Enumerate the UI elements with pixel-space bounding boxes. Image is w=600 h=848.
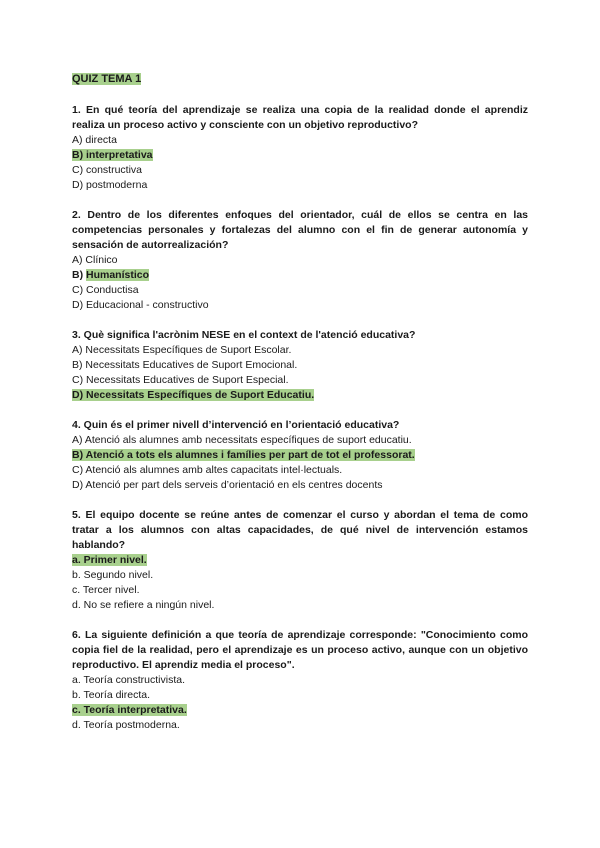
question-text: 3. Què significa l'acrònim NESE en el context de l'atenció educativa? bbox=[72, 329, 416, 341]
answer-option: C) Atenció als alumnes amb altes capacitats intel·lectuals. bbox=[72, 464, 343, 476]
correct-answer-option: B) interpretativa bbox=[72, 149, 153, 161]
question-2 bbox=[72, 208, 528, 313]
question-text: 4. Quin és el primer nivell d’intervenció en l’orientació educativa? bbox=[72, 419, 400, 431]
document-content bbox=[72, 72, 528, 748]
answer-option: C) Conductisa bbox=[72, 284, 139, 296]
question-text: 6. La siguiente definición a que teoría de aprendizaje corresponde: "Conocimiento como copia fiel de la realidad, pero el aprendizaje es un proceso activo, aunque con un objetivo reproductivo. El aprendiz media el proceso". bbox=[72, 629, 528, 671]
question-text: 2. Dentro de los diferentes enfoques del orientador, cuál de ellos se centra en las competencias personales y fortalezas del alumno con el fin de generar autonomía y sensación de autorrealización? bbox=[72, 209, 528, 251]
answer-option: b. Segundo nivel. bbox=[72, 569, 154, 581]
answer-option: D) Educacional - constructivo bbox=[72, 299, 209, 311]
correct-answer-option: D) Necessitats Específiques de Suport Educatiu. bbox=[72, 389, 315, 401]
answer-option: C) constructiva bbox=[72, 164, 143, 176]
answer-option: A) Clínico bbox=[72, 254, 118, 266]
answer-option: c. Tercer nivel. bbox=[72, 584, 140, 596]
answer-option: D) Atenció per part dels serveis d’orientació en els centres docents bbox=[72, 479, 383, 491]
answer-option: C) Necessitats Educatives de Suport Especial. bbox=[72, 374, 289, 386]
question-5 bbox=[72, 508, 528, 613]
answer-option: D) postmoderna bbox=[72, 179, 148, 191]
question-3 bbox=[72, 328, 528, 403]
answer-option: A) Atenció als alumnes amb necessitats específiques de suport educatiu. bbox=[72, 434, 412, 446]
correct-answer-option: B) Atenció a tots els alumnes i famílies per part de tot el professorat. bbox=[72, 449, 415, 461]
correct-answer-option: B) Humanístico bbox=[72, 269, 150, 281]
correct-answer-option: c. Teoría interpretativa. bbox=[72, 704, 187, 716]
answer-option: A) directa bbox=[72, 134, 117, 146]
question-6 bbox=[72, 628, 528, 733]
correct-answer-option: a. Primer nivel. bbox=[72, 554, 147, 566]
question-text: 5. El equipo docente se reúne antes de comenzar el curso y abordan el tema de como tratar a los alumnos con altas capacidades, de qué nivel de intervención estamos hablando? bbox=[72, 509, 528, 551]
answer-option: d. Teoría postmoderna. bbox=[72, 719, 180, 731]
answer-option: A) Necessitats Específiques de Suport Escolar. bbox=[72, 344, 292, 356]
question-1 bbox=[72, 103, 528, 193]
answer-option: B) Necessitats Educatives de Suport Emocional. bbox=[72, 359, 298, 371]
answer-option: b. Teoría directa. bbox=[72, 689, 151, 701]
question-text: 1. En qué teoría del aprendizaje se realiza una copia de la realidad donde el aprendiz realiza un proceso activo y consciente con un objetivo reproductivo? bbox=[72, 104, 528, 131]
answer-option: d. No se refiere a ningún nivel. bbox=[72, 599, 215, 611]
answer-option: a. Teoría constructivista. bbox=[72, 674, 186, 686]
quiz-title: QUIZ TEMA 1 bbox=[72, 73, 142, 85]
question-4 bbox=[72, 418, 528, 493]
